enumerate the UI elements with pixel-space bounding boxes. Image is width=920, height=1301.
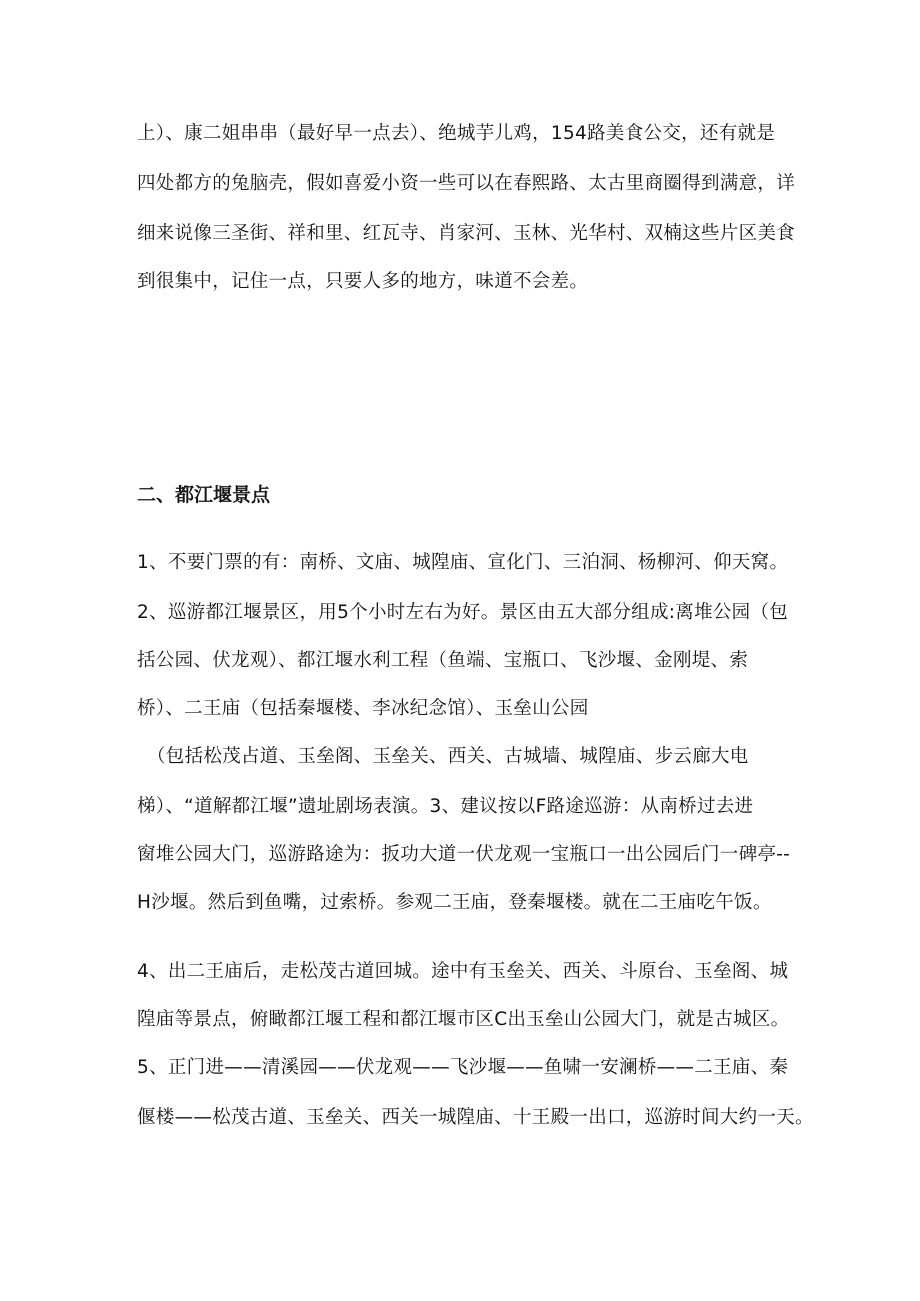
section-line-3: 括公园、伏龙观）、都江堰水利工程（鱼端、宝瓶口、飞沙堰、金刚堤、索 bbox=[137, 650, 749, 671]
intro-line-2: 四处都方的兔脑壳，假如喜爱小资一些可以在春熙路、太古里商圈得到满意，详 bbox=[137, 173, 796, 194]
section-line-5: （包括松茂占道、玉垒阁、玉垒关、西关、古城墙、城隍庙、步云廊大电 bbox=[147, 746, 749, 767]
section-heading: 二、都江堰景点 bbox=[137, 484, 271, 506]
section-line-1: 1、不要门票的有：南桥、文庙、城隍庙、宣化门、三泊洞、杨柳河、仰天窝。 bbox=[137, 552, 789, 573]
intro-line-4: 到很集中，记住一点，只要人多的地方，味道不会差。 bbox=[137, 271, 589, 292]
section-line-9: 4、出二王庙后，走松茂古道回城。途中有玉垒关、西关、斗原台、玉垒阁、城 bbox=[137, 961, 789, 982]
section-line-7: 窗堆公园大门，巡游路途为：扳功大道一伏龙观一宝瓶口一出公园后门一碑亭-- bbox=[137, 844, 791, 865]
intro-line-1: 上）、康二姐串串（最好早一点去）、绝城芋儿鸡，154路美食公交，还有就是 bbox=[137, 123, 776, 144]
section-line-6: 梯）、“道解都江堰”遗址剧场表演。3、建议按以F路途巡游：从南桥过去进 bbox=[137, 796, 754, 817]
section-line-11: 5、正门进——清溪园——伏龙观——飞沙堰——鱼啸一安澜桥——二王庙、秦 bbox=[137, 1057, 789, 1078]
section-line-12: 偃楼——松茂古道、玉垒关、西关一城隍庙、十王殿一出口，巡游时间大约一天。 bbox=[137, 1107, 814, 1128]
section-line-2: 2、巡游都江堰景区，用5个小时左右为好。景区由五大部分组成:离堆公园（包 bbox=[137, 602, 789, 623]
section-line-10: 隍庙等景点，俯瞰都江堰工程和都江堰市区C出玉垒山公园大门，就是古城区。 bbox=[137, 1009, 790, 1030]
section-line-4: 桥）、二王庙（包括秦堰楼、李冰纪念馆）、玉垒山公园 bbox=[137, 698, 589, 719]
section-line-8: H沙堰。然后到鱼嘴，过索桥。参观二王庙，登秦堰楼。就在二王庙吃午饭。 bbox=[137, 892, 772, 913]
intro-line-3: 细来说像三圣街、祥和里、红瓦寺、肖家河、玉林、光华村、双楠这些片区美食 bbox=[137, 223, 796, 244]
